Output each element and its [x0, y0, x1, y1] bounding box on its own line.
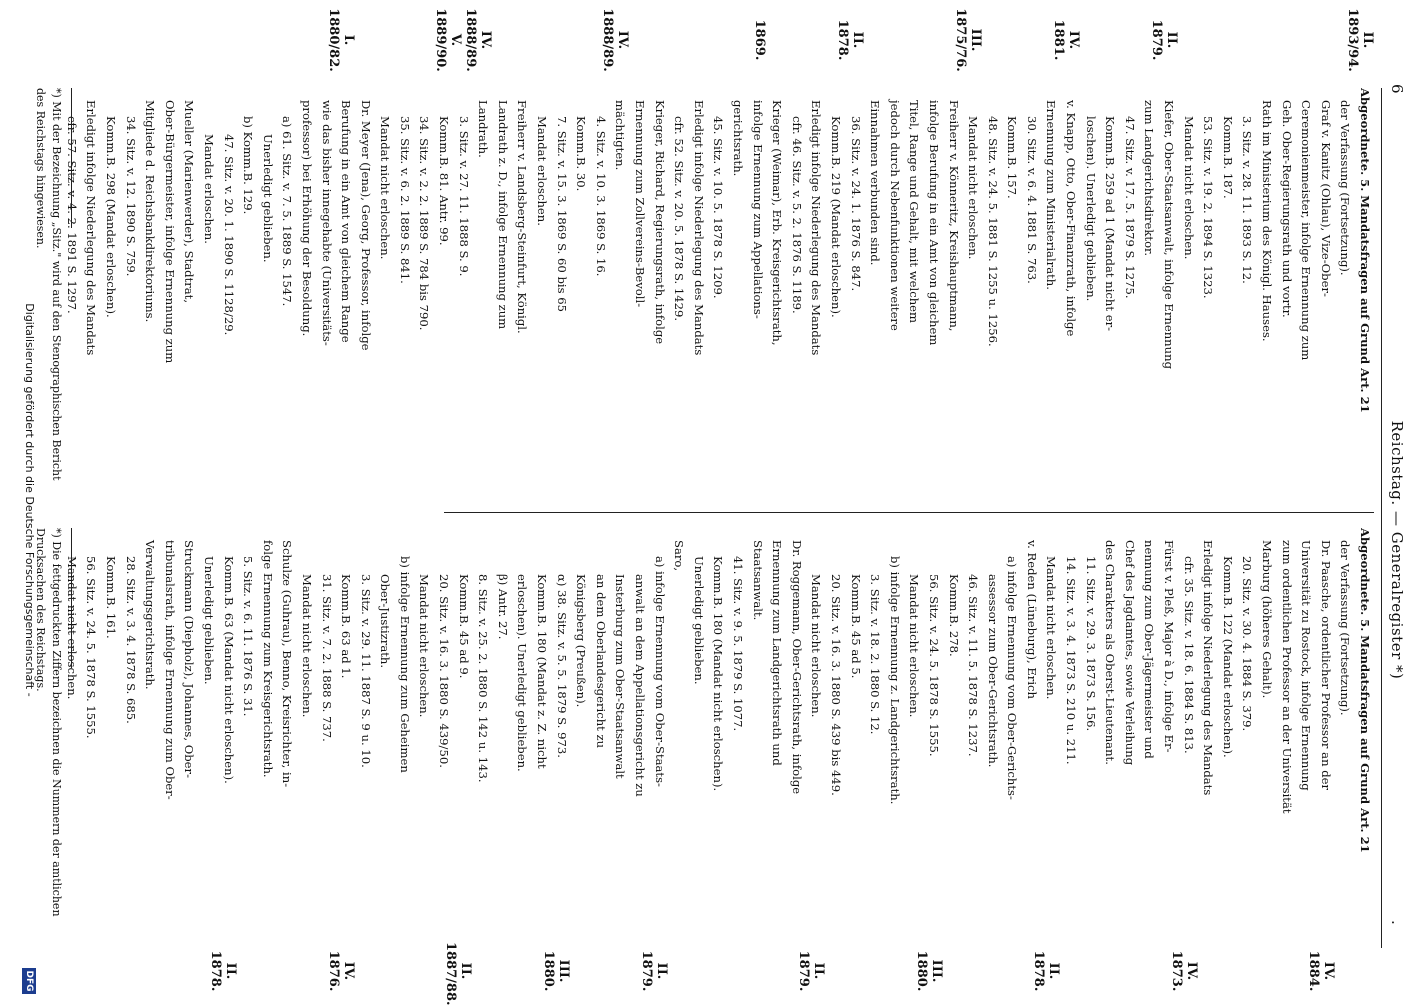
left-text-line: jedoch durch Nebenfunktionen weitere [887, 100, 902, 331]
right-text-line: Mandat nicht erloschen. [1044, 556, 1059, 700]
right-text-line: 8. Sitz. v. 25. 2. 1880 S. 142 u. 143. [476, 574, 491, 783]
right-text-line: β) Antr. 27. [495, 574, 510, 640]
left-text-line: 36. Sitz. v. 24. 1. 1876 S. 847. [848, 116, 863, 292]
left-text-line: 47. Sitz. v. 20. 1. 1890 S. 1128/29. [221, 134, 236, 336]
left-text-line: Mandat erloschen. [201, 134, 216, 244]
page-number: 6 [1388, 84, 1406, 94]
right-text-line: Verwaltungsgerichtsrath. [143, 540, 158, 690]
left-margin-note: II. 1878. [835, 19, 866, 61]
left-text-line: Geh. Ober-Regierungsrath und vortr. [1279, 100, 1294, 318]
right-margin-note: IV. 1876. [325, 950, 356, 992]
right-text-line: 5. Sitz. v. 6. 11. 1876 S. 31. [241, 556, 256, 717]
left-margin-note: I. 1880/82. [325, 8, 356, 72]
left-text-line: Komm.B. 157. [1005, 116, 1020, 199]
left-text-line: Krieger, Richard, Regierungsrath, infolge [652, 100, 667, 345]
left-margin-note: IV. 1888/89. V. 1889/90. [433, 8, 493, 72]
left-text-line: b) Komm.B. 129. [241, 116, 256, 215]
right-text-line: Dr. Paasche, ordentlicher Professor an der [1318, 540, 1333, 791]
left-column-text [61, 88, 1374, 500]
right-text-line: 56. Sitz. v. 24. 5. 1878 S. 1555. [84, 556, 99, 739]
right-margin-note: IV. 1884. [1305, 950, 1336, 992]
right-margin-note: II. 1878. [208, 950, 239, 992]
right-text-line: 31. Sitz. v. 7. 2. 1888 S. 737. [319, 574, 334, 742]
left-margin-note: IV. 1881. [1051, 19, 1081, 61]
right-text-line: der Verfassung (Fortsetzung). [1338, 540, 1353, 716]
right-margin-note: II. 1879. [639, 950, 670, 992]
left-text-line: Landrath. [476, 100, 491, 158]
left-text-line: mächtigten. [613, 100, 628, 171]
left-text-line: Mandat nicht erloschen. [1181, 116, 1196, 260]
footnote-right: *) Die fettgedruckten Ziffern bezeichnen die Nummern der amtlichen Drucksachen des Reichstags. [34, 528, 63, 917]
left-text-line: a) 61. Sitz. v. 7. 5. 1889 S. 1547. [280, 116, 295, 307]
right-text-line: Mandat nicht erloschen. [64, 556, 79, 700]
right-margin-note: IV. 1873. [1168, 950, 1199, 992]
right-text-line: b) infolge Ernennung z. Landgerichtsrath. [887, 556, 902, 805]
right-text-line: Komm.B. 63 ad 1. [339, 574, 354, 679]
right-text-line: Komm.B. 180 (Mandat z. Z. nicht [535, 574, 550, 769]
right-text-line: Unerledigt geblieben. [201, 556, 216, 685]
right-text-line: folge Ernennung zum Kreisgerichtsrath. [260, 540, 275, 778]
left-text-line: gerichtsrath. [731, 100, 745, 177]
right-text-line: assessor zum Ober-Gerichtsrath. [985, 574, 1000, 768]
right-text-line: Ober-Justizrath. [378, 574, 393, 669]
header-rule [1381, 88, 1382, 948]
header-mark: . [1388, 920, 1406, 925]
running-title: Reichstag. — Generalregister *) [1388, 420, 1406, 680]
right-text-line: an dem Oberlandesgericht zu [593, 574, 608, 749]
right-text-line: 28. Sitz. v. 3. 4. 1878 S. 685. [123, 556, 138, 724]
left-text-line: Berufung in ein Amt von gleichem Range [339, 100, 354, 343]
right-text-line: Schulze (Guhrau), Benno, Kreisrichter, in- [280, 540, 295, 788]
left-text-line: Komm.B. 298 (Mandat erloschen). [104, 116, 118, 318]
footnote-left: *) Mit der Bezeichnung „Sitz." wird auf den Stenographischen Bericht des Reichstags hingewiesen. [34, 88, 63, 481]
right-text-line: a) infolge Ernennung vom Ober-Gerichts- [1005, 556, 1020, 800]
right-text-line: b) infolge Ernennung zum Geheimen [397, 556, 412, 773]
left-text-line: cfr. 52. Sitz. v. 20. 5. 1878 S. 1429. [672, 116, 687, 322]
left-text-line: Ceremonienmeister, infolge Ernennung zum [1299, 100, 1314, 361]
right-text-line: Saro, [672, 540, 687, 572]
left-text-line: Ernennung zum Ministerialrath. [1044, 100, 1059, 290]
right-text-line: Komm.B. 180 (Mandat nicht erloschen). [711, 556, 726, 792]
left-text-line: loschen). Unerledigt geblieben. [1083, 116, 1098, 302]
left-text-line: infolge Berufung in ein Amt von gleichem [926, 100, 941, 346]
right-text-line: Komm.B. 161. [104, 556, 118, 639]
left-text-line: Krieger (Weimar), Erb. Kreisgerichtsrath, [770, 100, 785, 346]
column-divider [444, 512, 1374, 513]
footnote-rule-left [71, 88, 72, 228]
right-text-line: Komm.B. 63 (Mandat nicht erloschen). [221, 556, 236, 784]
left-text-line: Unerledigt geblieben. [260, 134, 275, 263]
left-text-line: 53. Sitz. v. 19. 2. 1894 S. 1323. [1201, 116, 1216, 299]
right-text-line: 14. Sitz. v. 3. 4. 1873 S. 210 u. 211. [1064, 556, 1079, 765]
right-text-line: nennung zum Ober-Jägermeister und [1142, 540, 1157, 759]
left-text-line: Erledigt infolge Niederlegung des Mandats [691, 100, 706, 356]
right-margin-note: II. 1887/88. [443, 942, 474, 1006]
left-text-line: Landrath z. D., infolge Ernennung zum [495, 100, 510, 330]
right-text-line: 3. Sitz. v. 18. 2. 1880 S. 12. [868, 574, 883, 735]
right-text-line: 20. Sitz. v. 16. 3. 1880 S. 439 bis 449. [828, 574, 843, 796]
digitization-credit: Digitalisierung gefördert durch die Deutsche Forschungsgemeinschaft - [23, 303, 36, 697]
left-text-line: Freiherr v. Könneritz, Kreishauptmann, [946, 100, 961, 332]
left-text-line: Abgeordnete. 5. Mandatsfragen auf Grund Art. 21 [1358, 88, 1372, 413]
right-text-line: Dr. Roggemann, Ober-Gerichtsrath, infolge [789, 540, 804, 795]
left-text-line: 4. Sitz. v. 10. 3. 1869 S. 16. [593, 116, 608, 277]
footnote-rule-right [71, 528, 72, 668]
right-margin-note: III. 1880. [541, 950, 572, 992]
right-text-line: Ernennung zum Landgerichtsrath und [770, 540, 785, 766]
right-text-line: 20. Sitz. v. 30. 4. 1884 S. 379. [1240, 556, 1255, 732]
right-text-line: des Charakters als Oberst-Lieutenant. [1103, 540, 1118, 765]
left-text-line: Mitgliede d. Reichsbankdirektoriums. [143, 100, 158, 323]
left-text-line: Titel, Range und Gehalt, mit welchem [907, 100, 922, 324]
left-text-line: 35. Sitz. v. 6. 2. 1889 S. 841. [397, 116, 412, 284]
right-text-line: Marburg (höheres Gehalt). [1260, 540, 1275, 699]
right-text-line: erloschen). Unerledigt geblieben. [515, 574, 530, 772]
right-text-line: a) infolge Ernennung vom Ober-Staats- [652, 556, 667, 787]
left-text-line: 7. Sitz. v. 15. 3. 1869 S. 60 bis 65 [554, 116, 569, 312]
left-text-line: Erledigt infolge Niederlegung des Mandats [809, 100, 824, 356]
left-text-line: Mandat erloschen. [535, 116, 550, 226]
right-text-line: Universität zu Rostock, infolge Ernennung [1299, 540, 1314, 791]
left-text-line: 47. Sitz. v. 17. 5. 1879 S. 1275. [1122, 116, 1137, 299]
right-text-line: Struckmann (Diepholz), Johannes, Ober- [182, 540, 197, 778]
left-text-line: v. Knapp, Otto, Ober-Finanzrath, infolge [1064, 100, 1079, 337]
right-text-line: Mandat nicht erloschen. [907, 574, 922, 718]
right-text-line: anwalt an dem Appellationsgericht zu [633, 574, 648, 797]
left-text-line: Einnahmen verbunden sind. [868, 100, 883, 266]
left-margin-note: IV. 1888/89. [600, 8, 631, 72]
right-text-line: Mandat nicht erloschen. [809, 574, 824, 718]
right-text-line: Mandat nicht erloschen. [417, 574, 432, 718]
left-text-line: zum Landgerichtsdirektor. [1142, 100, 1157, 257]
left-text-line: 34. Sitz. v. 2. 2. 1889 S. 784 bis 790. [417, 116, 432, 331]
left-text-line: Komm.B. 187. [1220, 116, 1235, 199]
right-text-line: Insterburg zum Ober-Staatsanwalt [613, 574, 628, 779]
left-text-line: Komm.B. 81. Antr. 99. [437, 116, 452, 246]
right-text-line: 20. Sitz. v. 16. 3. 1880 S. 439/50. [437, 574, 452, 768]
left-text-line: Graf v. Kanitz (Ohlau), Vize-Ober- [1318, 100, 1333, 297]
left-text-line: Kiefer, Ober-Staatsanwalt, infolge Ernennung [1162, 100, 1177, 369]
page-header [1384, 0, 1406, 1000]
left-margin-note: II. 1893/94. [1345, 8, 1375, 72]
left-text-line: Ernennung zum Zollvereins-Bevoll- [633, 100, 648, 308]
left-text-line: Mueller (Marienwerder), Stadtrat, [182, 100, 197, 304]
right-text-line: Unerledigt geblieben. [691, 556, 706, 685]
right-text-line: 46. Sitz. v. 11. 5. 1878 S. 1237. [966, 574, 981, 757]
left-text-line: Komm.B. 259 ad 1 (Mandat nicht er- [1103, 116, 1118, 332]
left-text-line: 3. Sitz. v. 28. 11. 1893 S. 12. [1240, 116, 1255, 284]
right-text-line: Erledigt infolge Niederlegung des Mandats [1201, 540, 1216, 796]
right-text-line: α) 38. Sitz. v. 5. 5. 1879 S. 973. [554, 574, 569, 758]
right-text-line: cfr. 35. Sitz. v. 18. 6. 1884 S. 813. [1181, 556, 1196, 754]
left-margin-note: III. 1875/76. [953, 8, 983, 72]
right-text-line: tribunalsrath, infolge Ernennung zum Ober- [162, 540, 177, 800]
left-text-line: Komm.B. 30. [574, 116, 589, 192]
left-text-line: der Verfassung (Fortsetzung). [1338, 100, 1353, 276]
right-column-text [61, 528, 1374, 934]
right-text-line: 56. Sitz. v. 24. 5. 1878 S. 1555. [926, 574, 941, 757]
left-text-line: Freiherr v. Landsberg-Steinfurt, Königl. [515, 100, 530, 334]
left-text-line: cfr. 57. Sitz. v. 4. 2. 1891 S. 1297. [64, 116, 79, 314]
right-text-line: Königsberg (Preußen). [574, 574, 589, 708]
right-text-line: Komm.B. 278. [946, 574, 961, 657]
left-text-line: Ober-Bürgermeister, infolge Ernennung zum [162, 100, 177, 364]
left-margin-note: II. 1879. [1149, 19, 1179, 61]
right-text-line: 41. Sitz. v. 9. 5. 1879 S. 1077. [731, 556, 745, 732]
left-text-line: wie das bisher innegehabte (Universitäts- [319, 100, 334, 346]
right-text-line: Staatsanwalt. [750, 540, 765, 621]
left-text-line: 48. Sitz. v. 24. 5. 1881 S. 1255 u. 1256. [985, 116, 1000, 347]
left-text-line: Mandat nicht erloschen. [966, 116, 981, 260]
right-text-line: Fürst v. Pleß, Major à D., infolge Er- [1162, 540, 1177, 753]
dfg-logo-icon: DFG [22, 968, 36, 994]
left-text-line: 3. Sitz. v. 27. 11. 1888 S. 9. [456, 116, 471, 277]
right-margin-note: II. 1879. [796, 950, 827, 992]
right-text-line: 3. Sitz. v. 29. 11. 1887 S. 9 u. 10. [358, 574, 373, 768]
left-text-line: Rath im Ministerium des Königl. Hauses. [1260, 100, 1275, 342]
left-text-line: infolge Ernennung zum Appellations- [750, 100, 765, 319]
left-text-line: 34. Sitz. v. 12. 1890 S. 759. [123, 116, 138, 277]
right-text-line: zum ordentlichen Professor an der Universität [1279, 540, 1294, 814]
left-text-line: professor) bei Erhöhung der Besoldung. [299, 100, 314, 337]
right-text-line: Chef des Jagdamtes, sowie Verleihung [1122, 540, 1137, 766]
right-text-line: Mandat nicht erloschen. [299, 574, 314, 718]
right-margin-note: III. 1880. [913, 950, 944, 992]
right-text-line: Komm.B. 45 ad 5. [848, 574, 863, 679]
left-text-line: Komm.B. 219 (Mandat erloschen). [828, 116, 843, 318]
right-text-line: v. Reden (Lüneburg), Erich [1024, 540, 1039, 700]
right-text-line: 11. Sitz. v. 29. 3. 1873 S. 156. [1083, 556, 1098, 732]
right-text-line: Komm.B. 45 ad 9. [456, 574, 471, 679]
left-text-line: 30. Sitz. v. 6. 4. 1881 S. 763. [1024, 116, 1039, 284]
left-text-line: 45. Sitz. v. 10. 5. 1878 S. 1209. [711, 116, 726, 299]
left-text-line: Mandat nicht erloschen. [378, 116, 393, 260]
left-text-line: Erledigt infolge Niederlegung des Mandats [84, 100, 99, 356]
right-text-line: Komm.B. 122 (Mandat erloschen). [1220, 556, 1235, 758]
right-margin-note: II. 1878. [1031, 950, 1062, 992]
left-text-line: cfr. 46. Sitz. v. 5. 2. 1876 S. 1189. [789, 116, 804, 314]
right-text-line: Abgeordnete. 5. Mandatsfragen auf Grund Art. 21 [1358, 528, 1372, 853]
left-margin-note: 1869. [752, 19, 768, 61]
left-text-line: Dr. Meyer (Jena), Georg, Professor, infolge [358, 100, 373, 351]
